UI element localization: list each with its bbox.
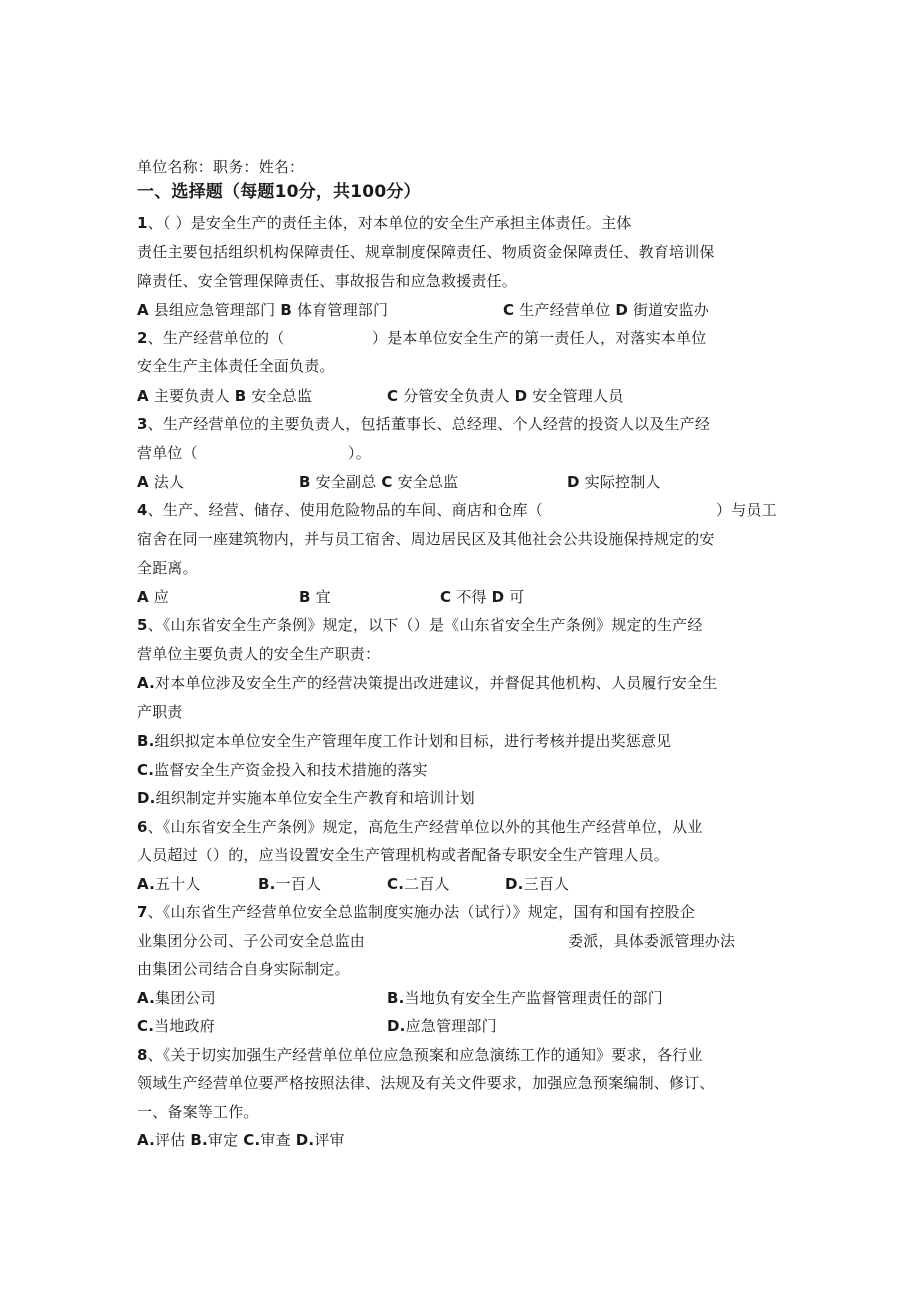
question-3-line-1: 3、生产经营单位的主要负责人，包括董事长、总经理、个人经营的投资人以及生产经 (137, 415, 711, 433)
question-7-line-2b: 委派，具体委派管理办法 (568, 932, 736, 950)
option-key: A (137, 473, 149, 491)
option-text: 体育管理部门 (296, 301, 389, 319)
option-key: B (234, 387, 247, 405)
question-5-option-c (137, 760, 428, 780)
option-key: B (280, 301, 292, 319)
question-number: 5 (137, 616, 148, 634)
option-text: 组织制定并实施本单位安全生产教育和培训计划 (155, 789, 475, 807)
option-key: D. (137, 789, 156, 807)
option-key: A (137, 387, 149, 405)
question-1-options-cd (503, 300, 709, 320)
question-3-options-bc (299, 472, 458, 492)
question-6-line-1: 6、《山东省安全生产条例》规定，高危生产经营单位以外的其他生产经营单位，从业 (137, 818, 703, 836)
option-key: A. (137, 875, 155, 893)
option-key: B. (137, 732, 155, 750)
option-text: 评审 (314, 1131, 345, 1149)
option-text: 应急管理部门 (405, 1017, 497, 1035)
option-text: 街道安监办 (632, 301, 709, 319)
option-key: C. (387, 875, 405, 893)
question-2-line-1a: 2、生产经营单位的（ (137, 329, 285, 347)
question-1-options-ab (137, 300, 388, 320)
question-6-option-b (258, 874, 321, 894)
question-4-line-1b: ）与员工 (716, 501, 777, 519)
option-text: 监督安全生产资金投入和技术措施的落实 (154, 761, 428, 779)
option-text: 可 (509, 588, 525, 606)
question-7-option-d (387, 1016, 497, 1036)
question-4-options-cd (440, 587, 524, 607)
question-7-line-3: 由集团公司结合自身实际制定。 (137, 960, 350, 978)
section-title: 一、选择题（每题10分，共100分） (137, 182, 421, 202)
question-number: 8 (137, 1046, 148, 1064)
option-text: 安全总监 (397, 473, 459, 491)
question-5-line-1: 5、《山东省安全生产条例》规定，以下（）是《山东省安全生产条例》规定的生产经 (137, 616, 703, 634)
question-2-options-cd (387, 386, 623, 406)
option-text: 二百人 (404, 875, 450, 893)
question-3-option-a (137, 472, 184, 492)
option-key: C. (137, 1017, 155, 1035)
option-key: C (387, 387, 399, 405)
question-number: 3 (137, 415, 148, 433)
question-5-option-b (137, 731, 671, 751)
option-key: D. (295, 1131, 315, 1149)
question-number: 6 (137, 818, 148, 836)
option-text: 宜 (315, 588, 331, 606)
option-text: 应 (153, 588, 169, 606)
question-7-line-1: 7、《山东省生产经营单位安全总监制度实施办法（试行）》规定，国有和国有控股企 (137, 903, 696, 921)
option-text: 评估 (155, 1131, 186, 1149)
option-key: C. (243, 1131, 261, 1149)
option-text: 组织拟定本单位安全生产管理年度工作计划和目标，进行考核并提出奖惩意见 (154, 732, 672, 750)
question-number: 4 (137, 501, 148, 519)
option-text: 安全管理人员 (532, 387, 624, 405)
question-6-option-d (505, 874, 569, 894)
option-text: 不得 (456, 588, 487, 606)
question-6-option-c (387, 874, 450, 894)
question-8-line-3: 一、备案等工作。 (137, 1103, 259, 1121)
question-7-line-2a: 业集团分公司、子公司安全总监由 (137, 932, 366, 950)
question-4-option-a (137, 587, 169, 607)
option-text: 安全总监 (251, 387, 313, 405)
option-key: A. (137, 674, 155, 692)
option-text: 当地负有安全生产监督管理责任的部门 (404, 989, 663, 1007)
question-3-line-2a: 营单位（ (137, 444, 198, 462)
question-7-option-c (137, 1016, 215, 1036)
option-text: 主要负责人 (153, 387, 230, 405)
question-6-option-a (137, 874, 201, 894)
option-key: A (137, 301, 149, 319)
option-text: 三百人 (523, 875, 570, 893)
option-text: 集团公司 (155, 989, 216, 1007)
option-key: A. (137, 989, 155, 1007)
option-text: 法人 (153, 473, 185, 491)
question-3-line-2b: ）。 (348, 444, 371, 462)
question-3-option-d (567, 472, 661, 492)
option-key: D. (387, 1017, 406, 1035)
question-6-line-2: 人员超过（）的，应当设置安全生产管理机构或者配备专职安全生产管理人员。 (137, 846, 670, 864)
question-5-option-d (137, 788, 475, 808)
question-1-line-2: 责任主要包括组织机构保障责任、规章制度保障责任、物质资金保障责任、教育培训保 (137, 243, 715, 261)
option-text: 一百人 (275, 875, 322, 893)
option-key: B. (258, 875, 276, 893)
option-key: D (615, 301, 629, 319)
option-text: 安全副总 (315, 473, 377, 491)
option-text: 分管安全负责人 (403, 387, 510, 405)
option-text: 实际控制人 (584, 473, 661, 491)
option-text: 审查 (260, 1131, 291, 1149)
question-7-option-a (137, 988, 216, 1008)
question-2-line-1b: ）是本单位安全生产的第一责任人，对落实本单位 (372, 329, 707, 347)
question-4-line-1a: 4、生产、经营、储存、使用危险物品的车间、商店和仓库（ (137, 501, 543, 519)
option-key: D (491, 588, 505, 606)
question-4-line-2: 宿舍在同一座建筑物内，并与员工宿舍、周边居民区及其他社会公共设施保持规定的安 (137, 530, 715, 548)
option-text: 生产经营单位 (519, 301, 611, 319)
option-key: A (137, 588, 149, 606)
question-5-option-a (137, 673, 717, 693)
question-8-line-2: 领域生产经营单位要严格按照法律、法规及有关文件要求，加强应急预案编制、修订、 (137, 1074, 715, 1092)
option-text: 对本单位涉及安全生产的经营决策提出改进建议，并督促其他机构、人员履行安全生 (155, 674, 718, 692)
option-key: D (567, 473, 580, 491)
question-4-line-3: 全距离。 (137, 559, 198, 577)
option-text: 县组应急管理部门 (153, 301, 276, 319)
option-key: B (299, 588, 311, 606)
header-fields: 单位名称：职务：姓名： (137, 158, 305, 176)
option-text: 五十人 (155, 875, 201, 893)
option-key: C. (137, 761, 155, 779)
option-key: B. (387, 989, 405, 1007)
question-2-line-2: 安全生产主体责任全面负责。 (137, 357, 335, 375)
question-7-option-b (387, 988, 663, 1008)
option-key: A. (137, 1131, 155, 1149)
option-key: C (503, 301, 515, 319)
option-key: B (299, 473, 311, 491)
option-key: C (440, 588, 452, 606)
question-1-line-3: 障责任、安全管理保障责任、事故报告和应急救援责任。 (137, 272, 518, 290)
question-8-options (137, 1130, 345, 1150)
question-5-option-a-cont: 产职责 (137, 703, 183, 721)
question-number: 2 (137, 329, 148, 347)
question-2-options-ab (137, 386, 312, 406)
question-number: 7 (137, 903, 148, 921)
option-key: D. (505, 875, 524, 893)
question-4-option-b (299, 587, 331, 607)
question-5-line-2: 营单位主要负责人的安全生产职责： (137, 645, 381, 663)
option-key: D (514, 387, 528, 405)
option-text: 审定 (207, 1131, 239, 1149)
question-1-line-1: 1、（ ）是安全生产的责任主体，对本单位的安全生产承担主体责任。主体 (137, 214, 632, 232)
question-8-line-1: 8、《关于切实加强生产经营单位单位应急预案和应急演练工作的通知》要求，各行业 (137, 1046, 703, 1064)
option-key: C (381, 473, 393, 491)
question-number: 1 (137, 214, 148, 232)
option-key: B. (190, 1131, 208, 1149)
option-text: 当地政府 (154, 1017, 215, 1035)
